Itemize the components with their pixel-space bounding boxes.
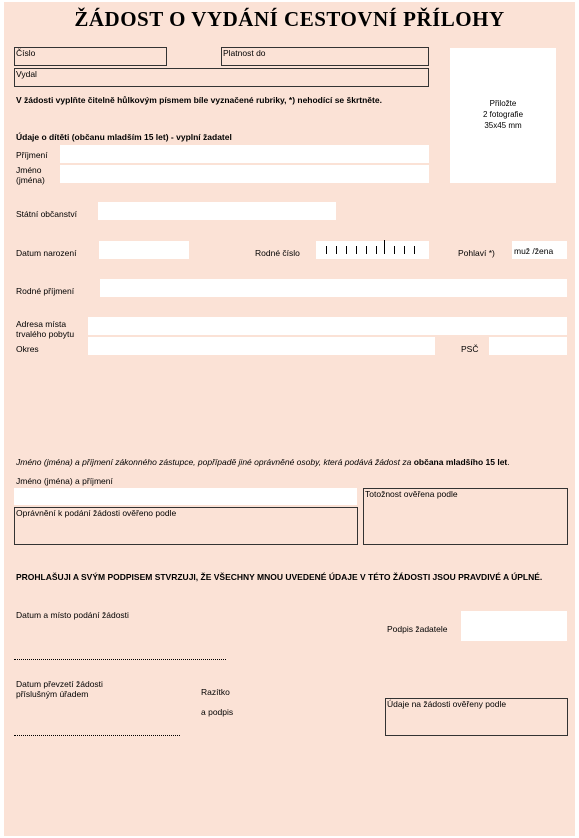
overeny-label: Údaje na žádosti ověřeny podle [387,699,507,709]
pohlavi-label: Pohlaví *) [458,248,495,258]
zastupce-jmeno-label: Jméno (jména) a příjmení [16,476,113,486]
psc-label: PSČ [461,344,479,354]
podpis2-label: a podpis [201,707,234,717]
narozeni-label: Datum narození [16,248,77,258]
form-page [4,2,575,836]
prevzeti-label-line2: příslušným úřadem [16,689,89,699]
datum-misto-label: Datum a místo podání žádosti [16,610,129,620]
cislo-label: Číslo [16,48,36,58]
photo-line-2: 2 fotografie [482,110,524,119]
zastupce-jmeno-input[interactable] [14,488,357,505]
photo-line-1: Přiložte [489,99,517,108]
rodne-prijmeni-input[interactable] [100,279,567,297]
cislo-box[interactable] [14,47,167,66]
podpis-label: Podpis žadatele [387,624,448,634]
totoznost-label: Totožnost ověřena podle [365,489,458,499]
platnost-box[interactable] [221,47,429,66]
representative-intro-italic: Jméno (jména) a příjmení zákonného zástupce, popřípadě jiné oprávněné osoby, která podává žádost za [16,457,412,467]
pohlavi-value: muž /žena [514,246,554,256]
rodne-cislo-input[interactable] [316,241,429,259]
vydal-label: Vydal [16,69,37,79]
photo-line-3: 35x45 mm [484,121,522,130]
instruction-text: V žádosti vyplňte čitelně hůlkovým písmem bíle vyznačené rubriky, *) nehodící se škrtněte. [16,95,382,105]
okres-input[interactable] [88,337,435,355]
rodne-prijmeni-label: Rodné příjmení [16,286,75,296]
narozeni-input[interactable] [99,241,189,259]
adresa-label-line1: Adresa místa [16,319,67,329]
pohlavi-input[interactable] [512,241,567,259]
jmeno-input[interactable] [60,165,429,183]
prevzeti-label [16,679,103,699]
jmeno-label-line2: (jména) [16,175,45,185]
photo-area [450,48,556,183]
psc-input[interactable] [489,337,567,355]
okres-label: Okres [16,344,39,354]
rodne-cislo-label: Rodné číslo [255,248,300,258]
opravneni-label: Oprávnění k podání žádosti ověřeno podle [16,508,177,518]
platnost-label: Platnost do [223,48,266,58]
podpis-input[interactable] [461,611,567,641]
jmeno-label-line1: Jméno [16,165,42,175]
jmeno-label [16,165,45,185]
representative-intro [16,457,510,467]
prijmeni-label: Příjmení [16,150,48,160]
representative-intro-end: . [507,457,510,467]
adresa-label [16,319,74,339]
form-title: ŽÁDOST O VYDÁNÍ CESTOVNÍ PŘÍLOHY [74,7,505,31]
adresa-label-line2: trvalého pobytu [16,329,75,339]
declaration-text: PROHLAŠUJI A SVÝM PODPISEM STVRZUJI, ŽE VŠECHNY MNOU UVEDENÉ ÚDAJE V TÉTO ŽÁDOSTI JSOU PRAVDIVÉ A ÚPLNÉ. [16,572,543,582]
prevzeti-label-line1: Datum převzetí žádosti [16,679,103,689]
razitko-label: Razítko [201,687,230,697]
vydal-box[interactable] [14,68,429,87]
child-section-heading: Údaje o dítěti (občanu mladším 15 let) - vyplní žadatel [16,132,232,142]
adresa-input[interactable] [88,317,567,335]
obcanstvi-input[interactable] [98,202,336,220]
prijmeni-input[interactable] [60,145,429,163]
datum-misto-line[interactable] [14,659,226,660]
opravneni-box[interactable] [14,507,358,545]
representative-intro-bold: občana mladšího 15 let [413,457,508,467]
totoznost-box[interactable] [363,488,568,545]
overeny-box[interactable] [385,698,568,736]
obcanstvi-label: Státní občanství [16,209,77,219]
prevzeti-line[interactable] [14,735,180,736]
